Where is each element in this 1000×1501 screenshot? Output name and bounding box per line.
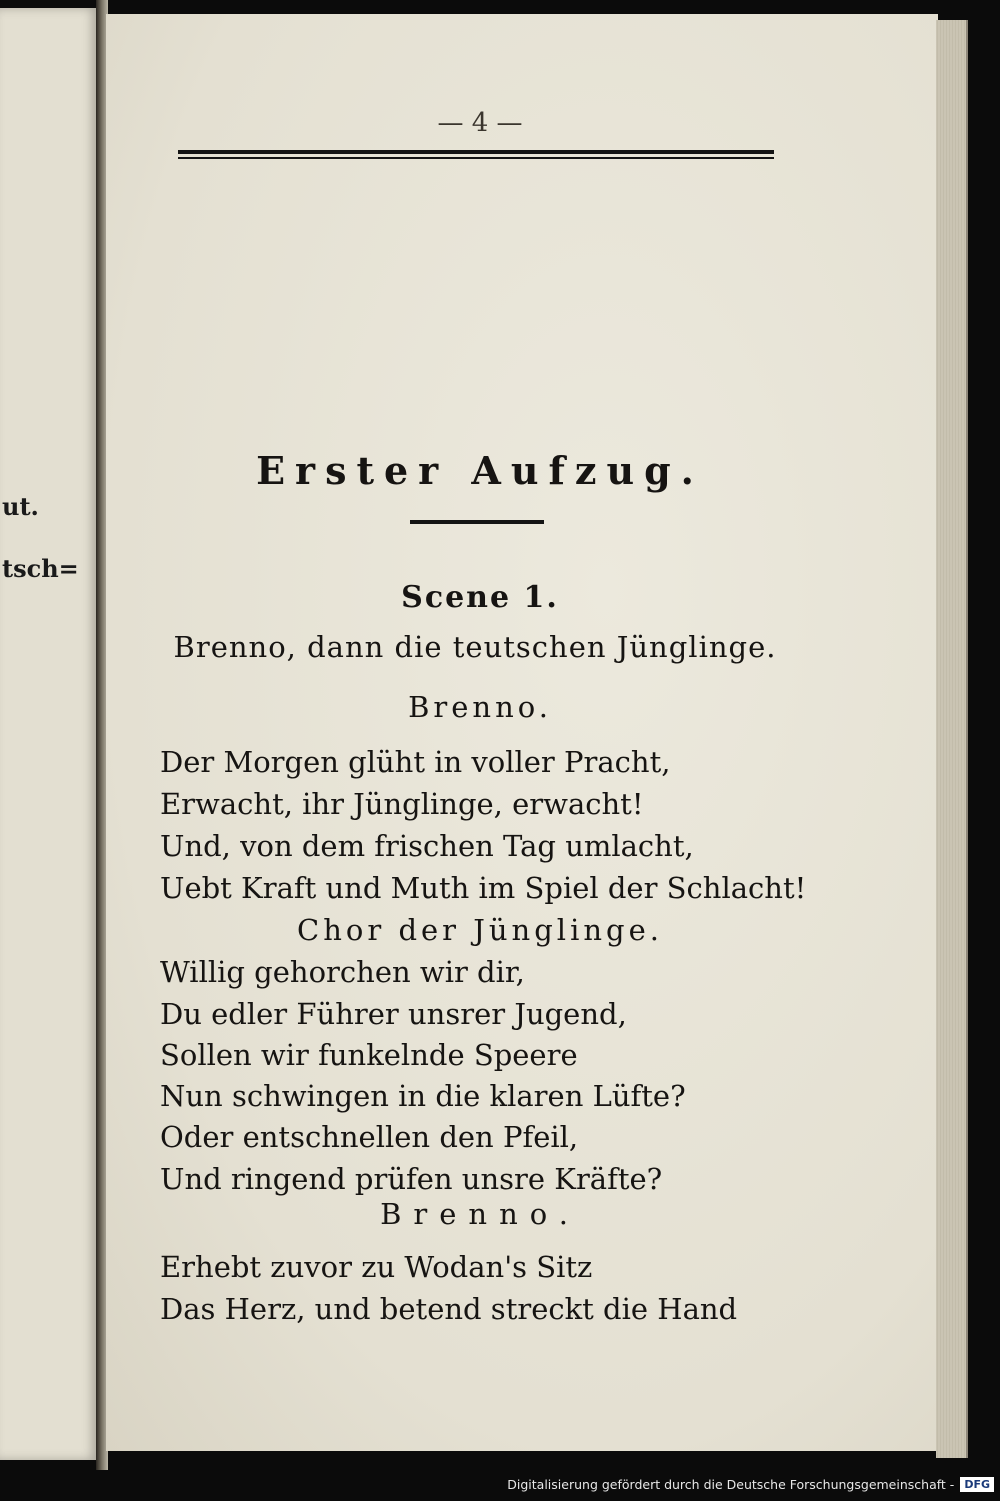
previous-page-fragment	[0, 8, 98, 1460]
verse-line: Sollen wir funkelnde Speere	[160, 1038, 578, 1072]
credit-text: Digitalisierung gefördert durch die Deutsche Forschungsgemeinschaft -	[507, 1476, 955, 1492]
scene-title: Scene 1.	[401, 580, 559, 615]
verse-line: Und ringend prüfen unsre Kräfte?	[160, 1162, 663, 1196]
act-title: Erster Aufzug.	[256, 448, 704, 493]
verse-line: Nun schwingen in die klaren Lüfte?	[160, 1079, 686, 1113]
title-rule	[410, 520, 544, 524]
page-edges	[936, 20, 968, 1458]
verse-line: Erwacht, ihr Jünglinge, erwacht!	[160, 787, 644, 821]
verse-line: Oder entschnellen den Pfeil,	[160, 1120, 579, 1154]
verse-line: Uebt Kraft und Muth im Spiel der Schlacht!	[160, 871, 807, 905]
verse-line: Du edler Führer unsrer Jugend,	[160, 997, 627, 1031]
digitization-credit	[507, 1471, 1000, 1497]
speaker-name: Chor der Jünglinge.	[297, 913, 663, 947]
dfg-logo: DFG	[960, 1477, 994, 1492]
speaker-name: Brenno.	[380, 1197, 580, 1231]
verse-line: Der Morgen glüht in voller Pracht,	[160, 745, 671, 779]
verse-line: Erhebt zuvor zu Wodan's Sitz	[160, 1250, 593, 1284]
page-number: — 4 —	[437, 108, 523, 138]
verse-line: Und, von dem frischen Tag umlacht,	[160, 829, 694, 863]
cast-line: Brenno, dann die teutschen Jünglinge.	[173, 630, 777, 664]
speaker-name: Brenno.	[408, 690, 552, 724]
verse-line: Das Herz, und betend streckt die Hand	[160, 1292, 738, 1326]
left-page-text-fragment: ut.	[2, 492, 39, 521]
book-page	[106, 14, 938, 1451]
verse-line: Willig gehorchen wir dir,	[160, 955, 525, 989]
left-page-text-fragment: tsch=	[2, 554, 79, 583]
header-double-rule	[178, 150, 774, 159]
